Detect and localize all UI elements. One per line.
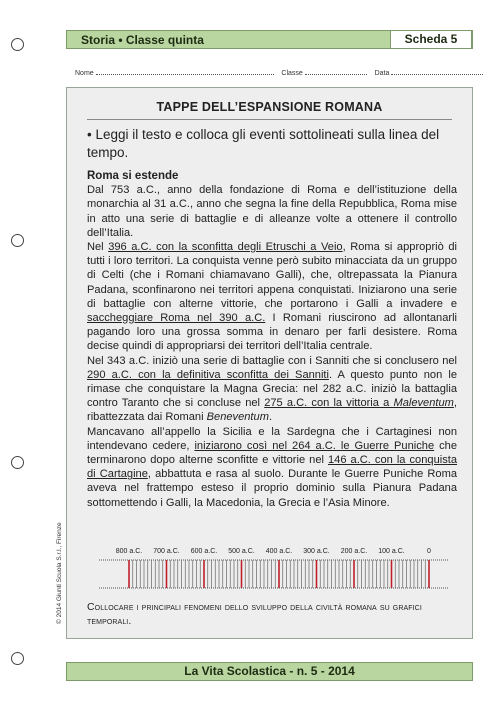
name-field[interactable] <box>96 68 274 75</box>
timeline-label: 600 a.C. <box>190 548 218 555</box>
timeline-label: 300 a.C. <box>303 548 330 555</box>
instruction: • Leggi il testo e colloca gli eventi sottolineati sulla linea del tempo. <box>87 127 440 160</box>
timeline-label: 200 a.C. <box>340 548 368 555</box>
student-fields <box>75 68 483 77</box>
section-heading: Roma si estende <box>87 170 179 182</box>
class-label: Classe <box>281 70 303 77</box>
timeline <box>99 543 449 593</box>
copyright: © 2014 Giunti Scuola S.r.l., Firenze <box>56 522 63 624</box>
header-band <box>66 30 473 49</box>
timeline-labels <box>116 548 431 555</box>
paragraph-3: Nel 343 a.C. iniziò una serie di battaglie con i Sanniti che si conclusero nel 290 a.C. con la definitiva sconfitta dei Sanniti. A questo punto non le rimase che conquistare la Magna Grecia: nel 282 a.C. iniziò la battaglia contro Taranto che si concluse nel 275 a.C. con la vittoria a Maleventum, ribattezzata dai Romani Beneventum. <box>87 354 457 424</box>
binder-hole <box>11 652 24 665</box>
paragraph-4: Mancavano all’appello la Sicilia e la Sardegna che i Cartaginesi non intendevano cedere, iniziarono così nel 264 a.C. le Guerre Puniche che terminarono dopo alterne sconfitte e vittorie nel 146 a.C. con la conquista di Cartagine, abbattuta e rasa al suolo. Durante le Guerre Puniche Roma aveva nel frattempo esteso il proprio dominio sulla Pianura Padana sottomettendo i Galli, la Macedonia, la Grecia e l’Asia Minore. <box>87 425 457 509</box>
paragraph-1: Dal 753 a.C., anno della fondazione di Roma e dell’istituzione della monarchia al 31 a.C., anno che segna la fine della Repubblica, Roma mise in atto una serie di battaglie e di alleanze volte a ottenere il controllo dell’Italia. <box>87 184 457 239</box>
class-field[interactable] <box>305 68 367 75</box>
timeline-label: 800 a.C. <box>115 548 143 555</box>
date-label: Data <box>374 70 390 77</box>
reading-text <box>87 169 457 510</box>
timeline-label: 100 a.C. <box>378 548 405 555</box>
date-field[interactable] <box>391 68 483 75</box>
binder-hole <box>11 234 24 247</box>
name-label: Nome <box>75 70 94 77</box>
binder-hole <box>11 456 24 469</box>
title-divider <box>87 119 452 120</box>
learning-objective: Collocare i principali fenomeni dello sviluppo della civiltà romana su grafici temporali. <box>87 601 422 627</box>
footer: La Vita Scolastica - n. 5 - 2014 <box>66 662 473 681</box>
timeline-label: 500 a.C. <box>228 548 255 555</box>
timeline-label: 0 <box>427 548 431 555</box>
timeline-ticks <box>129 560 429 588</box>
exercise-box <box>66 87 473 639</box>
paragraph-2: Nel 396 a.C. con la sconfitta degli Etruschi a Veio, Roma si appropriò di tutti i loro territori. La conquista venne però subito minacciata da un gruppo di Celti (che i Romani chiamavano Galli), che, oltrepassata la Pianura Padana, sconfinarono nei territori appena conquistati. Iniziarono una serie di battaglie con alterne vittorie, che portarono i Galli a invadere e saccheggiare Roma nel 390 a.C. I Romani riuscirono ad allontanarli pagando loro una grossa somma in denaro per farli desistere. Roma decise quindi di appropriarsi dei territori dell’Italia centrale. <box>87 241 457 353</box>
timeline-label: 400 a.C. <box>265 548 293 555</box>
timeline-label: 700 a.C. <box>153 548 180 555</box>
subject-label: Storia • Classe quinta <box>81 33 204 47</box>
binder-hole <box>11 38 24 51</box>
page-title: TAPPE DELL’ESPANSIONE ROMANA <box>156 100 383 114</box>
sheet-label: Scheda 5 <box>390 30 472 49</box>
